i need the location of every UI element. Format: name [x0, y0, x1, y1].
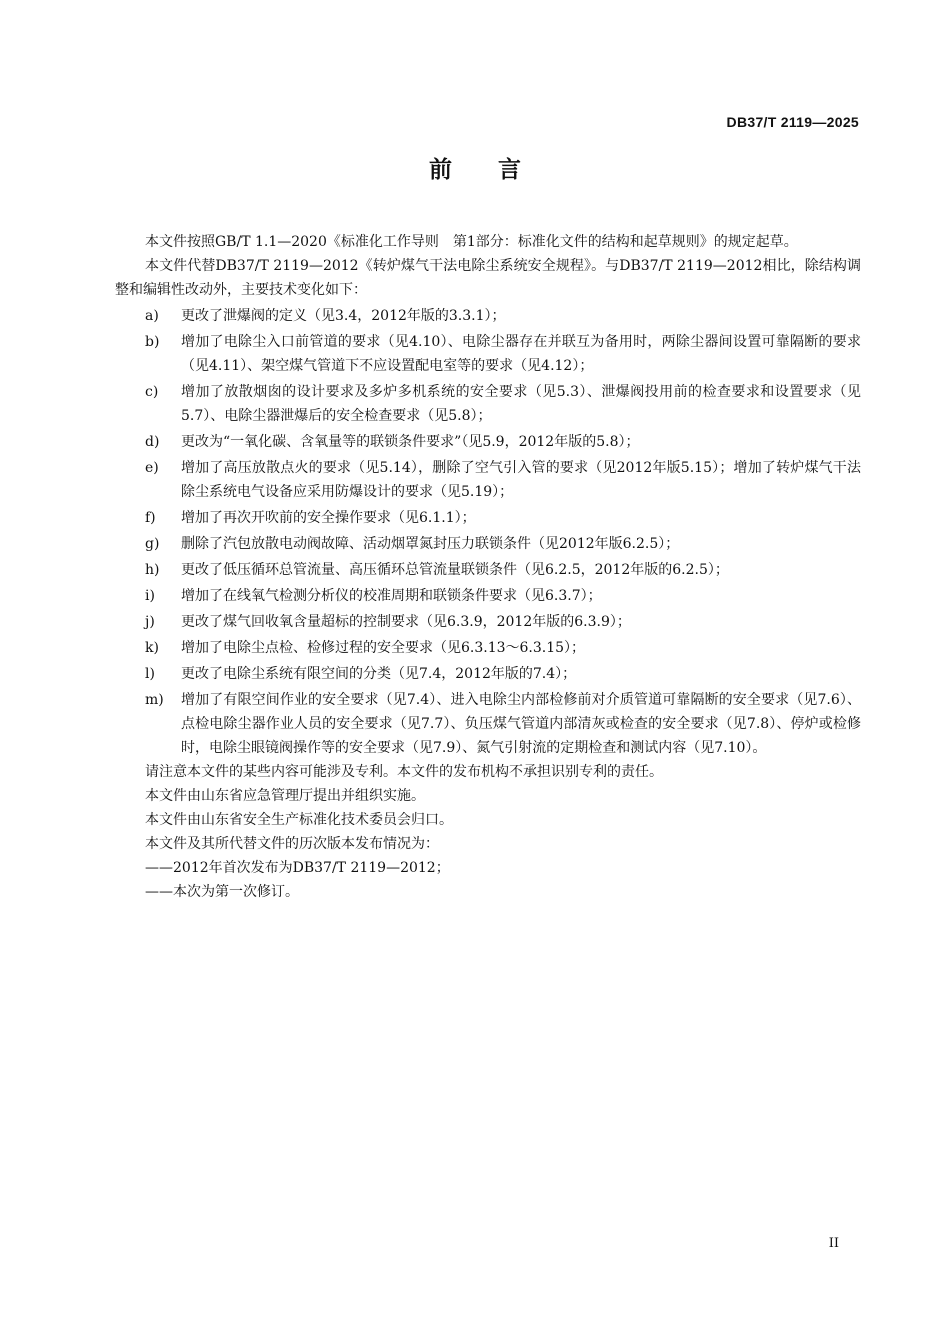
list-item-text: 更改了电除尘系统有限空间的分类（见7.4，2012年版的7.4）； — [181, 666, 577, 682]
list-item — [115, 456, 861, 504]
drafting-rule-paragraph: 本文件按照GB/T 1.1—2020《标准化工作导则 第1部分：标准化文件的结构和起草规则》的规定起草。 — [145, 234, 798, 250]
list-item-text: 增加了电除尘点检、检修过程的安全要求（见6.3.13～6.3.15）； — [181, 640, 586, 656]
list-item-marker: f) — [145, 510, 156, 526]
centralized-by-statement: 本文件由山东省安全生产标准化技术委员会归口。 — [145, 812, 453, 828]
version-history-intro: 本文件及其所代替文件的历次版本发布情况为： — [145, 836, 439, 852]
list-item-text: 更改了煤气回收氧含量超标的控制要求（见6.3.9，2012年版的6.3.9）； — [181, 614, 631, 630]
list-item-marker: k) — [145, 640, 159, 656]
list-item-marker: g) — [145, 536, 160, 552]
list-item-marker: b) — [145, 334, 160, 350]
list-item-text: 更改了泄爆阀的定义（见3.4，2012年版的3.3.1）； — [181, 308, 506, 324]
list-item — [115, 532, 861, 556]
list-item-marker: m) — [145, 692, 164, 708]
version-history-entry: ——2012年首次发布为DB37/T 2119—2012； — [145, 860, 450, 876]
list-item-marker: e) — [145, 460, 159, 476]
list-item — [115, 558, 861, 582]
list-item-marker: j) — [145, 614, 155, 630]
list-item-text: 增加了高压放散点火的要求（见5.14），删除了空气引入管的要求（见2012年版5.15）；增加了转炉煤气干法除尘系统电气设备应采用防爆设计的要求（见5.19）； — [181, 460, 861, 500]
list-item-text: 更改了低压循环总管流量、高压循环总管流量联锁条件（见6.2.5，2012年版的6.2.5）； — [181, 562, 729, 578]
list-item-marker: c) — [145, 384, 159, 400]
list-item — [115, 330, 861, 378]
list-item — [115, 662, 861, 686]
page-title: 前言 — [429, 157, 567, 183]
list-item-marker: d) — [145, 434, 160, 450]
list-item-text: 增加了再次开吹前的安全操作要求（见6.1.1）； — [181, 510, 476, 526]
replacement-paragraph: 本文件代替DB37/T 2119—2012《转炉煤气干法电除尘系统安全规程》。与DB37/T 2119—2012相比，除结构调整和编辑性改动外，主要技术变化如下： — [115, 258, 861, 298]
list-item — [115, 688, 861, 760]
list-item — [115, 584, 861, 608]
proposed-by-statement: 本文件由山东省应急管理厅提出并组织实施。 — [145, 788, 425, 804]
version-history-entry: ——本次为第一次修订。 — [145, 884, 299, 900]
list-item-marker: l) — [145, 666, 155, 682]
list-item-text: 增加了电除尘入口前管道的要求（见4.10）、电除尘器存在并联互为备用时，两除尘器间设置可靠隔断的要求（见4.11）、架空煤气管道下不应设置配电室等的要求（见4.12）； — [181, 334, 861, 374]
list-item — [115, 304, 861, 328]
page-number: II — [828, 1236, 839, 1251]
list-item-marker: h) — [145, 562, 160, 578]
list-item-text: 更改为“一氧化碳、含氧量等的联锁条件要求”（见5.9，2012年版的5.8）； — [181, 434, 640, 450]
list-item-text: 删除了汽包放散电动阀故障、活动烟罩氮封压力联锁条件（见2012年版6.2.5）； — [181, 536, 680, 552]
list-item — [115, 636, 861, 660]
list-item — [115, 380, 861, 428]
list-item-text: 增加了放散烟囱的设计要求及多炉多机系统的安全要求（见5.3）、泄爆阀投用前的检查要求和设置要求（见5.7）、电除尘器泄爆后的安全检查要求（见5.8）； — [181, 384, 861, 424]
list-item — [115, 506, 861, 530]
list-item-text: 增加了在线氧气检测分析仪的校准周期和联锁条件要求（见6.3.7）； — [181, 588, 602, 604]
list-item — [115, 430, 861, 454]
foreword-body — [115, 230, 861, 904]
list-item-marker: i) — [145, 588, 155, 604]
list-item-marker: a) — [145, 308, 159, 324]
technical-changes-list — [115, 304, 861, 760]
list-item — [115, 610, 861, 634]
document-code: DB37/T 2119—2025 — [726, 114, 859, 130]
patent-notice: 请注意本文件的某些内容可能涉及专利。本文件的发布机构不承担识别专利的责任。 — [145, 764, 663, 780]
list-item-text: 增加了有限空间作业的安全要求（见7.4）、进入电除尘内部检修前对介质管道可靠隔断的安全要求（见7.6）、点检电除尘器作业人员的安全要求（见7.7）、负压煤气管道内部清灰或检查的安全要求（见7.8）、停炉或检修时，电除尘眼镜阀操作等的安全要求（见7.9）、氮气引射流的定期检查和测试内容（见7.10）。 — [181, 692, 861, 756]
